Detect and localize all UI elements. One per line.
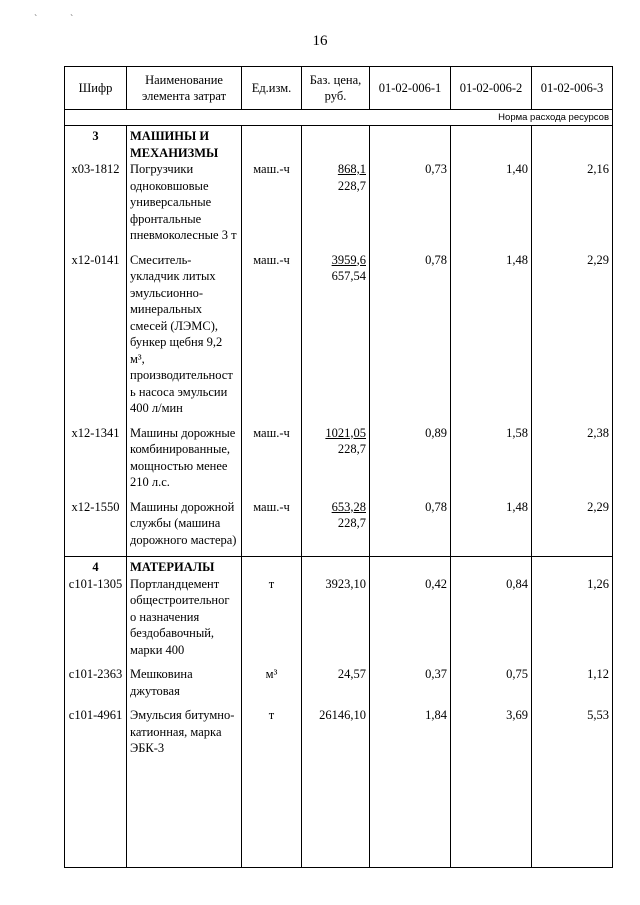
row-name: Эмульсия битумно-катионная, марка ЭБК-3: [127, 707, 242, 757]
row-name: Машины дорожные комбинированные, мощностью менее 210 л.с.: [127, 425, 242, 491]
row-price: [302, 161, 370, 244]
header-col2: 01-02-006-2: [451, 67, 532, 110]
section-title: МАШИНЫ И МЕХАНИЗМЫ: [127, 126, 242, 162]
header-row: [65, 67, 613, 110]
section-number: 4: [65, 557, 127, 576]
row-v2: 3,69: [451, 707, 532, 757]
price-total: 1021,05: [325, 425, 366, 440]
row-v1: 0,73: [370, 161, 451, 244]
section-header: [65, 557, 613, 576]
row-code: с101-2363: [65, 666, 127, 699]
row-v2: 1,48: [451, 252, 532, 417]
row-unit: т: [242, 576, 302, 659]
table-row: [65, 666, 613, 699]
table-row: [65, 425, 613, 491]
row-v3: 2,38: [532, 425, 613, 491]
row-name: Погрузчики одноковшовые универсальные фронтальные пневмоколесные 3 т: [127, 161, 242, 244]
row-v2: 0,84: [451, 576, 532, 659]
row-price: 3923,10: [302, 576, 370, 659]
row-code: х12-0141: [65, 252, 127, 417]
row-name: Мешковина джутовая: [127, 666, 242, 699]
row-price: 24,57: [302, 666, 370, 699]
row-unit: маш.-ч: [242, 499, 302, 549]
page-number: 16: [312, 33, 328, 49]
row-price: [302, 252, 370, 417]
section-header: [65, 126, 613, 162]
scan-mark: `: [34, 14, 38, 25]
norm-row: [65, 110, 613, 126]
row-unit: м³: [242, 666, 302, 699]
row-unit: маш.-ч: [242, 425, 302, 491]
header-code: Шифр: [65, 67, 127, 110]
scan-mark: `: [70, 14, 74, 25]
header-unit: Ед.изм.: [242, 67, 302, 110]
row-v3: 2,16: [532, 161, 613, 244]
price-total: 868,1: [337, 162, 366, 176]
row-v3: 2,29: [532, 252, 613, 417]
row-v2: 0,75: [451, 666, 532, 699]
row-code: с101-4961: [65, 707, 127, 757]
row-price: [302, 499, 370, 549]
header-col3: 01-02-006-3: [532, 67, 613, 110]
price-total: 3959,6: [331, 252, 366, 267]
row-v2: 1,48: [451, 499, 532, 549]
row-v3: 1,12: [532, 666, 613, 699]
header-col1: 01-02-006-1: [370, 67, 451, 110]
row-unit: маш.-ч: [242, 252, 302, 417]
row-v1: 0,78: [370, 499, 451, 549]
row-v3: 1,26: [532, 576, 613, 659]
price-wage: 228,7: [337, 442, 366, 456]
resource-table: [64, 66, 613, 868]
table-row: [65, 161, 613, 244]
row-name: Смеситель-укладчик литых эмульсионно-минеральных смесей (ЛЭМС), бункер щебня 9,2 м³, производительност ь насоса эмульсии 400 л/мин: [127, 252, 242, 417]
row-code: с101-1305: [65, 576, 127, 659]
row-v1: 0,78: [370, 252, 451, 417]
row-price: [302, 425, 370, 491]
header-price: Баз. цена, руб.: [302, 67, 370, 110]
row-unit: маш.-ч: [242, 161, 302, 244]
price-total: 653,28: [331, 499, 366, 514]
row-name: Машины дорожной службы (машина дорожного мастера): [127, 499, 242, 549]
row-v1: 0,42: [370, 576, 451, 659]
row-price: 26146,10: [302, 707, 370, 757]
row-v3: 5,53: [532, 707, 613, 757]
row-name: Портландцемент общестроительног о назначения бездобавочный, марки 400: [127, 576, 242, 659]
row-code: х12-1341: [65, 425, 127, 491]
row-v1: 0,37: [370, 666, 451, 699]
row-v3: 2,29: [532, 499, 613, 549]
section-title: МАТЕРИАЛЫ: [127, 557, 242, 576]
price-wage: 657,54: [331, 269, 366, 283]
table-row: [65, 576, 613, 659]
table-row: [65, 252, 613, 417]
norm-label: Норма расхода ресурсов: [65, 110, 613, 126]
row-unit: т: [242, 707, 302, 757]
row-code: х03-1812: [65, 161, 127, 244]
table-row: [65, 499, 613, 549]
table-row: [65, 707, 613, 757]
section-number: 3: [65, 126, 127, 162]
header-name: Наименование элемента затрат: [127, 67, 242, 110]
price-wage: 228,7: [337, 516, 366, 530]
price-wage: 228,7: [337, 178, 366, 193]
row-v1: 1,84: [370, 707, 451, 757]
row-v2: 1,40: [451, 161, 532, 244]
row-v1: 0,89: [370, 425, 451, 491]
row-code: х12-1550: [65, 499, 127, 549]
row-v2: 1,58: [451, 425, 532, 491]
